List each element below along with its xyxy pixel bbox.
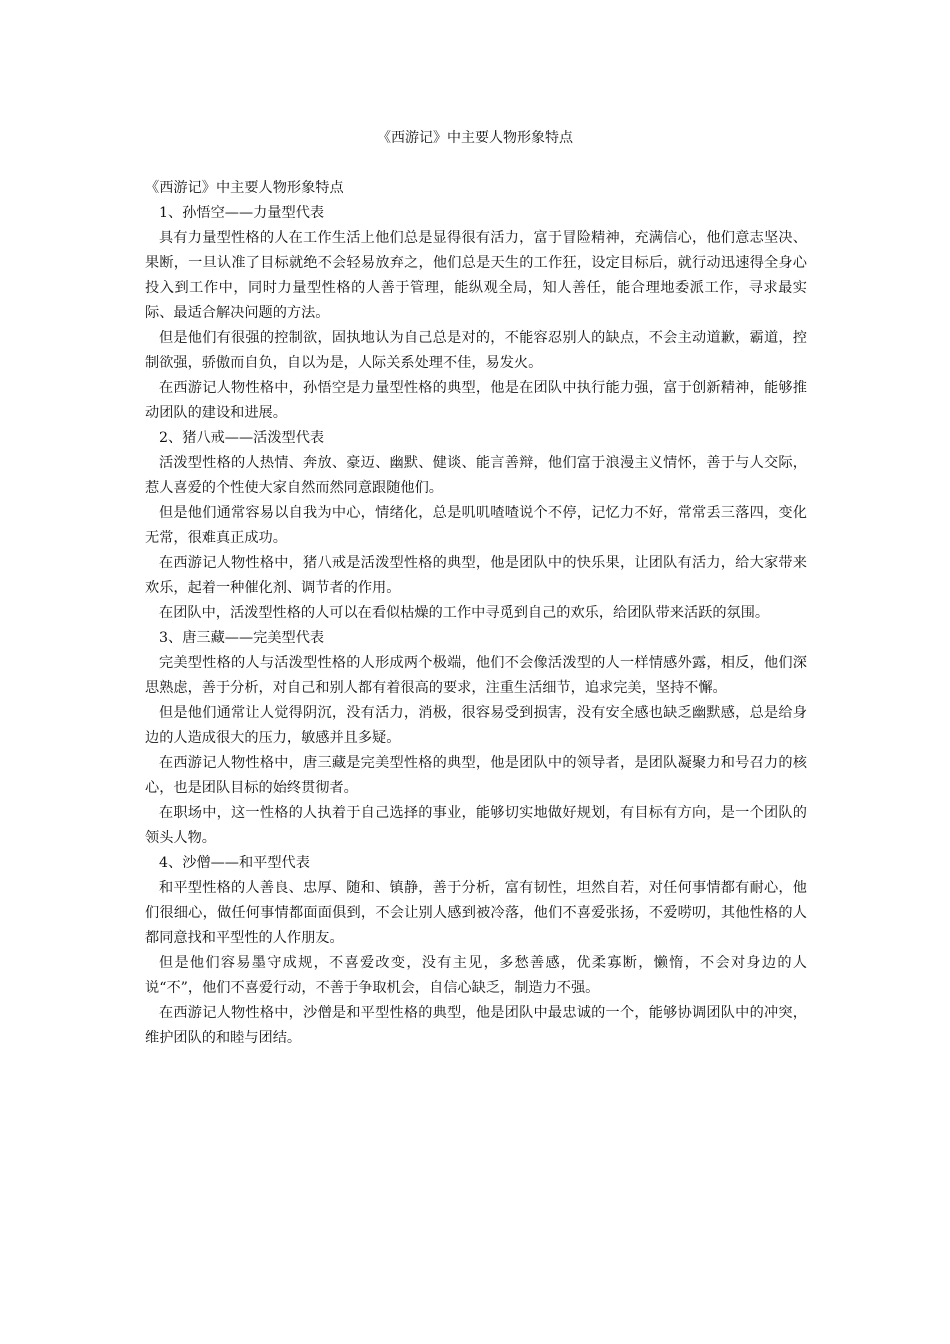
paragraph: 但是他们容易墨守成规，不喜爱改变，没有主见，多愁善感，优柔寡断，懒惰，不会对身边的人说“不”，他们不喜爱行动，不善于争取机会，自信心缺乏，制造力不强。 <box>145 955 807 996</box>
paragraph: 活泼型性格的人热情、奔放、豪迈、幽默、健谈、能言善辩，他们富于浪漫主义情怀，善于与人交际，惹人喜爱的个性使大家自然而然同意跟随他们。 <box>145 455 807 496</box>
paragraph: 但是他们通常容易以自我为中心，情绪化，总是叽叽喳喳说个不停，记忆力不好，常常丢三落四，变化无常，很难真正成功。 <box>145 505 807 546</box>
page-title: 《西游记》中主要人物形象特点 <box>377 130 573 146</box>
paragraph: 但是他们有很强的控制欲，固执地认为自己总是对的，不能容忍别人的缺点，不会主动道歉，霸道，控制欲强，骄傲而自负，自以为是，人际关系处理不佳，易发火。 <box>145 330 807 371</box>
paragraph: 和平型性格的人善良、忠厚、随和、镇静，善于分析，富有韧性，坦然自若，对任何事情都有耐心，他们很细心，做任何事情都面面俱到，不会让别人感到被冷落，他们不喜爱张扬，不爱唠叨，其他性格的人都同意找和平型性的人作朋友。 <box>145 880 807 946</box>
paragraph: 在西游记人物性格中，唐三藏是完美型性格的典型，他是团队中的领导者，是团队凝聚力和号召力的核心，也是团队目标的始终贯彻者。 <box>145 755 807 796</box>
paragraph: 完美型性格的人与活泼型性格的人形成两个极端，他们不会像活泼型的人一样情感外露，相反，他们深思熟虑，善于分析，对自己和别人都有着很高的要求，注重生活细节，追求完美，坚持不懈。 <box>145 655 807 696</box>
section-heading-sun-wukong: 1、孙悟空——力量型代表 <box>159 205 325 221</box>
section-heading-tang-sanzang: 3、唐三藏——完美型代表 <box>159 630 325 646</box>
paragraph: 在职场中，这一性格的人执着于自己选择的事业，能够切实地做好规划，有目标有方向，是一个团队的领头人物。 <box>145 805 807 846</box>
section-heading-sha-seng: 4、沙僧——和平型代表 <box>159 855 310 871</box>
document-body <box>145 176 807 1051</box>
paragraph: 在团队中，活泼型性格的人可以在看似枯燥的工作中寻觅到自己的欢乐，给团队带来活跃的氛围。 <box>159 605 770 621</box>
paragraph: 但是他们通常让人觉得阴沉，没有活力，消极，很容易受到损害，没有安全感也缺乏幽默感，总是给身边的人造成很大的压力，敏感并且多疑。 <box>145 705 807 746</box>
body-heading: 《西游记》中主要人物形象特点 <box>145 180 344 196</box>
paragraph: 在西游记人物性格中，沙僧是和平型性格的典型，他是团队中最忠诚的一个，能够协调团队中的冲突，维护团队的和睦与团结。 <box>145 1005 807 1046</box>
section-heading-zhu-bajie: 2、猪八戒——活泼型代表 <box>159 430 325 446</box>
paragraph: 具有力量型性格的人在工作生活上他们总是显得很有活力，富于冒险精神，充满信心，他们意志坚决、果断，一旦认准了目标就绝不会轻易放弃之，他们总是天生的工作狂，设定目标后，就行动迅速得全身心投入到工作中，同时力量型性格的人善于管理，能纵观全局，知人善任，能合理地委派工作，寻求最实际、最适合解决问题的方法。 <box>145 230 807 321</box>
paragraph: 在西游记人物性格中，猪八戒是活泼型性格的典型，他是团队中的快乐果，让团队有活力，给大家带来欢乐，起着一种催化剂、调节者的作用。 <box>145 555 807 596</box>
paragraph: 在西游记人物性格中，孙悟空是力量型性格的典型，他是在团队中执行能力强，富于创新精神，能够推动团队的建设和进展。 <box>145 380 807 421</box>
